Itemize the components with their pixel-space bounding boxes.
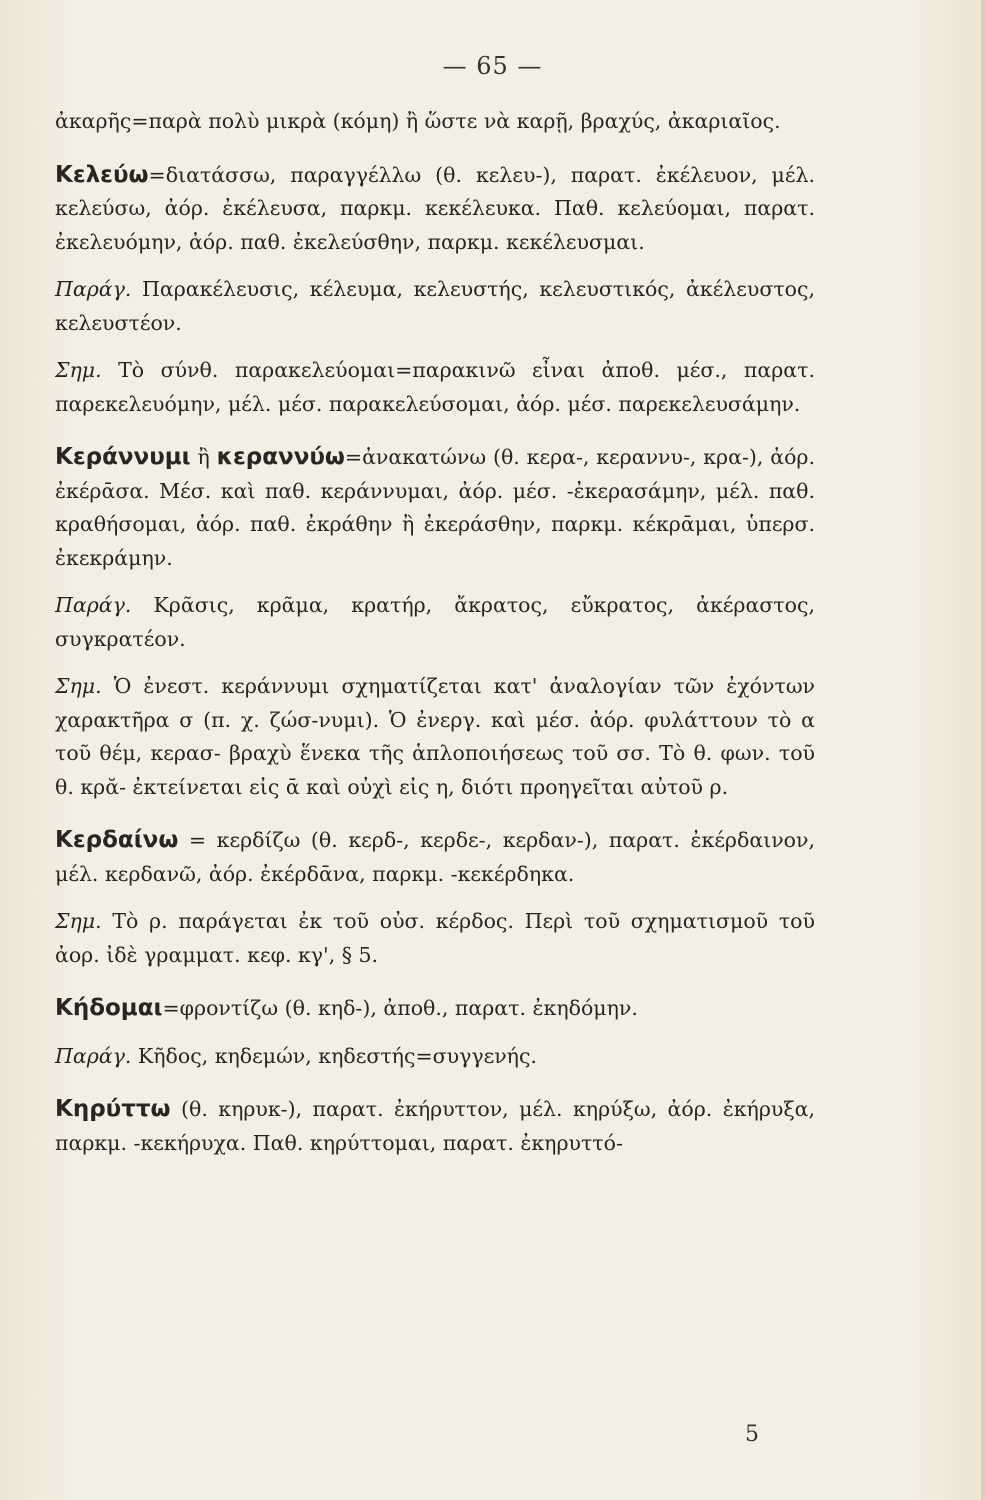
note-paragraph xyxy=(55,905,815,972)
lemma-alt: κεραννύω xyxy=(216,444,345,470)
lemma: Κερδαίνω xyxy=(55,827,179,853)
paragraph-text: Παρακέλευσις, κέλευμα, κελευστής, κελευστικός, ἀκέλευστος, κελευστέον. xyxy=(55,277,815,335)
entry-kerdaino xyxy=(55,824,815,891)
entry-kerytto xyxy=(55,1093,815,1160)
paragraph-text: Ὁ ἐνεστ. κεράννυμι σχηματίζεται κατ' ἀναλογίαν τῶν ἐχόντων χαρακτῆρα σ (π. χ. ζώσ-νυμι). Ὁ ἐνεργ. καὶ μέσ. ἀόρ. φυλάττουν τὸ α τοῦ θέμ, κερασ- βραχὺ ἕνεκα τῆς ἁπλοποιήσεως τοῦ σσ. Τὸ θ. φων. τοῦ θ. κρᾰ- ἐκτείνεται εἰς ᾱ καὶ οὐχὶ εἰς η, διότι προηγεῖται αὐτοῦ ρ. xyxy=(55,674,815,799)
paragraph-text: ἀκαρῆς=παρὰ πολὺ μικρὰ (κόμη) ἢ ὥστε νὰ καρῇ, βραχύς, ἀκαριαῖος. xyxy=(55,109,781,133)
derivatives-paragraph xyxy=(55,589,815,656)
entry-keleuo xyxy=(55,159,815,260)
paragraph-text: =ἀνακατώνω (θ. κερα-, κεραννυ-, κρα-), ἀόρ. ἐκέρᾱσα. Μέσ. καὶ παθ. κεράννυμαι, ἀόρ. μέσ. -ἐκερασάμην, μέλ. παθ. κραθήσομαι, ἀόρ. παθ. ἐκράθην ἢ ἐκεράσθην, παρκμ. κέκρᾱμαι, ὑπερσ. ἐκεκράμην. xyxy=(55,445,815,570)
text-body xyxy=(55,105,815,1180)
signature-mark: 5 xyxy=(745,1422,759,1447)
label-sem: Σημ. xyxy=(55,358,102,382)
entry-kedomai xyxy=(55,992,815,1026)
paragraph-text: =διατάσσω, παραγγέλλω (θ. κελευ-), παρατ. ἐκέλευον, μέλ. κελεύσω, ἀόρ. ἐκέλευσα, παρκμ. κεκέλευκα. Παθ. κελεύομαι, παρατ. ἐκελευόμην, ἀόρ. παθ. ἐκελεύσθην, παρκμ. κεκέλευσμαι. xyxy=(55,162,815,254)
lemma: Κήδομαι xyxy=(55,995,163,1021)
label-sem: Σημ. xyxy=(55,909,102,933)
note-paragraph xyxy=(55,670,815,804)
label-parag: Παράγ. xyxy=(55,593,132,617)
label-parag: Παράγ. xyxy=(55,1043,132,1068)
derivatives-paragraph xyxy=(55,273,815,340)
label-sem: Σημ. xyxy=(55,674,102,698)
paragraph-text: (θ. κηρυκ-), παρατ. ἐκήρυττον, μέλ. κηρύξω, ἀόρ. ἐκήρυξα, παρκμ. -κεκήρυχα. Παθ. κηρύττομαι, παρατ. ἐκηρυττό- xyxy=(55,1097,815,1155)
paragraph-text: Τὸ ρ. παράγεται ἐκ τοῦ οὐσ. κέρδος. Περὶ τοῦ σχηματισμοῦ τοῦ ἀορ. ἰδὲ γραμματ. κεφ. κγ', § 5. xyxy=(55,909,815,967)
continuation-paragraph xyxy=(55,105,815,139)
paragraph-text: Κῆδος, κηδεμών, κηδεστής=συγγενής. xyxy=(131,1043,537,1068)
page-edge xyxy=(981,0,985,1500)
page-number: — 65 — xyxy=(442,52,543,80)
label-parag: Παράγ. xyxy=(55,277,132,301)
paragraph-text: =φροντίζω (θ. κηδ-), ἀποθ., παρατ. ἐκηδόμην. xyxy=(162,996,638,1020)
lemma: Κεράννυμι xyxy=(55,444,191,470)
paragraph-text: Κρᾶσις, κρᾶμα, κρατήρ, ἄκρατος, εὔκρατος, ἀκέραστος, συγκρατέον. xyxy=(55,593,815,651)
paragraph-text: Τὸ σύνθ. παρακελεύομαι=παρακινῶ εἶναι ἀποθ. μέσ., παρατ. παρεκελευόμην, μέλ. μέσ. παρακελεύσομαι, ἀόρ. μέσ. παρεκελευσάμην. xyxy=(55,358,815,416)
entry-kerannymi xyxy=(55,441,815,575)
derivatives-paragraph xyxy=(55,1040,815,1074)
lemma: Κηρύττω xyxy=(55,1096,171,1122)
connector: ἢ xyxy=(190,445,217,469)
paragraph-text: = κερδίζω (θ. κερδ-, κερδε-, κερδαν-), παρατ. ἐκέρδαινον, μέλ. κερδανῶ, ἀόρ. ἐκέρδᾱνα, παρκμ. -κεκέρδηκα. xyxy=(55,828,815,886)
lemma: Κελεύω xyxy=(55,161,149,188)
note-paragraph xyxy=(55,354,815,421)
